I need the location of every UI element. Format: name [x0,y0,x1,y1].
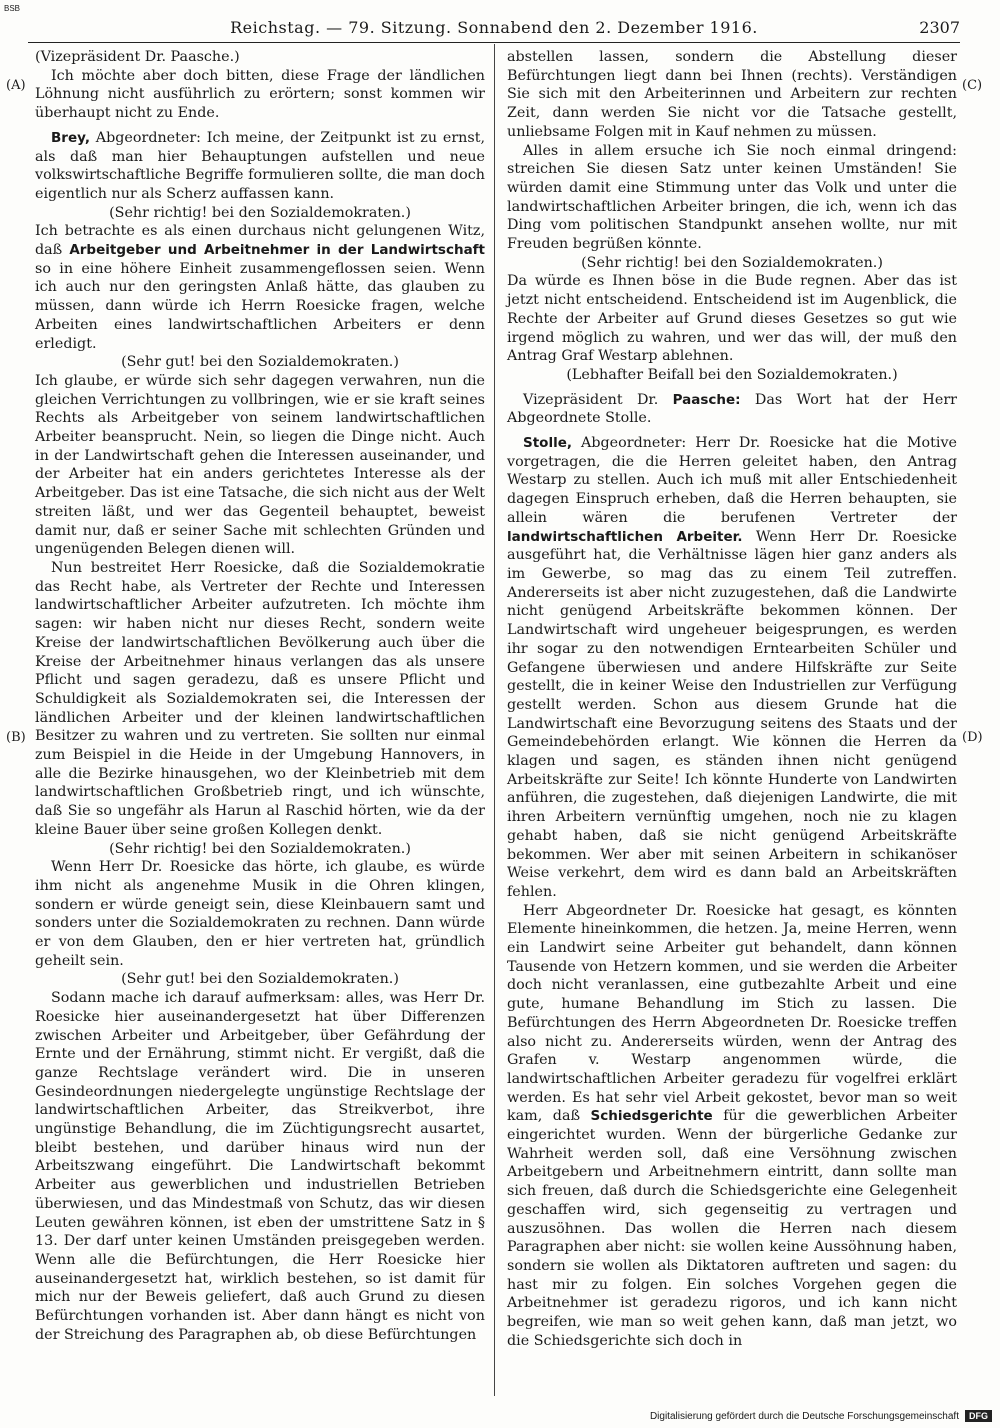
paragraph: Wenn Herr Dr. Roesicke das hörte, ich glaube, es würde ihm nicht als angenehme Musik in die Ohren klingen, sondern er würde geneigt sein, diese Kleinbauern samt und sonders unter die Sozialdemokraten zu rechnen. Dann würde er von dem Glauben, den er hier vertreten hat, gründlich geheilt sein. [35,859,485,969]
dfg-logo: DFG [965,1410,992,1422]
page-number: 2307 [919,18,960,37]
library-mark: BSB [4,4,21,13]
footer-text: Digitalisierung gefördert durch die Deutsche Forschungsgemeinschaft [649,1410,959,1422]
page-header [28,16,960,43]
interjection: (Sehr gut! bei den Sozialdemokraten.) [121,354,399,371]
footer [650,1410,992,1422]
presiding-remark: Vizepräsident Dr. Paasche: Das Wort hat der Herr Abgeordnete Stolle. [507,391,957,427]
emphasis: Schiedsgerichte [590,1108,713,1125]
margin-mark-c: (C) [962,78,983,93]
paragraph: Da würde es Ihnen böse in die Bude regnen. Aber das ist jetzt nicht entscheidend. Entscheidend ist im Augenblick, die Rechte der Arbeiter auf Grund dieses Gesetzes so gut wie irgend möglich zu wahren, und wer das will, der muß den Antrag Graf Westarp ablehnen. [507,273,957,365]
column-divider [494,44,495,1396]
header-title: Reichstag. — 79. Sitzung. Sonnabend den 2. Dezember 1916. [230,18,758,37]
margin-mark-a: (A) [6,78,26,93]
paragraph: Nun bestreitet Herr Roesicke, daß die Sozialdemokratie das Recht habe, als Vertreter der Rechte und Interessen landwirtschaftlicher Arbeiter aufzutreten. Ich möchte ihm sagen: wir haben nicht nur dieses Recht, sondern weite Kreise der landwirtschaftlichen Bevölkerung auch über die Kreise der Arbeitnehmer hinaus verlangen das als unsere Pflicht und sagen geradezu, daß es unsere Pflicht und Schuldigkeit als Sozialdemokraten sei, die Interessen der ländlichen Arbeiter und der kleinen landwirtschaftlichen Besitzer zu wahren und zu vertreten. Sie sollten nur einmal zum Beispiel in die Heide in der Umgebung Hannovers, in alle die Bezirke hinausgehen, wo der Kleinbetrieb mit dem landwirtschaftlichen Großbetrieb ringt, und ich wünschte, daß Sie so ungefähr als Harun al Raschid hörten, wie da der kleine Bauer über seine großen Kollegen denkt. [35,559,485,838]
paragraph: Sodann mache ich darauf aufmerksam: alles, was Herr Dr. Roesicke hier auseinandergesetzt hat über Differenzen zwischen Arbeiter und Arbeitgeber, über Gefährdung der Ernte und der Ernährung, stimmt nicht. Er vergißt, daß die ganze Rechtslage verändert wird. Die in unseren Gesindeordnungen niedergelegte ungünstige Rechtslage der landwirtschaftlichen Arbeiter, das Streikverbot, ihre ungünstige Behandlung, die im Züchtigungsrecht ausartet, bleibt bestehen, und darüber hinaus wird nun der Arbeitszwang eingeführt. Die Landwirtschaft bekommt Arbeiter aus gewerblichen und industriellen Betrieben überwiesen, und das Mindestmaß von Schutz, das wir diesen Leuten gewähren können, ist eben der umstrittene Satz in § 13. Der darf unter keinen Umständen preisgegeben werden. Wenn alle die Befürchtungen, die Herr Roesicke hier auseinandergesetzt hat, wirklich bestehen, so ist damit für mich nur der Beweis geliefert, daß auch Grund zu diesen Befürchtungen vorhanden ist. Aber dann hängt es nicht von der Streichung des Paragraphen ab, ob diese Befürchtungen [35,990,485,1343]
speaker-name: Brey, [51,129,90,146]
paragraph: Ich betrachte es als einen durchaus nicht gelungenen Witz, daß Arbeitgeber und Arbeitnehmer in der Landwirtschaft so in eine höhere Einheit zusammengeflossen seien. Wenn ich auch nur den geringsten Anlaß hätte, das glauben zu müssen, dann würde ich Herrn Roesicke fragen, welche Arbeiten eines landwirtschaftlichen Arbeiters er denn erledigt. [35,223,485,352]
paragraph: Alles in allem ersuche ich Sie noch einmal dringend: streichen Sie diesen Satz unter keinen Umständen! Sie würden damit eine Stimmung unter das Volk und unter die landwirtschaftlichen Arbeiter bringen, die ich, wenn ich das Ding vom politischen Standpunkt ansehen wollte, nur mit Freuden begrüßen könnte. [507,142,957,253]
speech-stolle: Stolle, Abgeordneter: Herr Dr. Roesicke hat die Motive vorgetragen, die die Herren geleitet haben, den Antrag Westarp zu stellen. Auch ich muß mit aller Entschiedenheit dagegen Einspruch erheben, daß die Herren behaupten, sie allein wären die berufenen Vertreter der landwirtschaftlichen Arbeiter. Wenn Herr Dr. Roesicke ausgeführt hat, die Verhältnisse lägen hier ganz anders als im Gewerbe, so mag das zu einem Teil zutreffen. Andererseits ist aber nicht zuzugestehen, daß die Landwirte nicht genügend Arbeitskräfte bekommen können. Der Landwirtschaft wird ungeheuer beigesprungen, es werden ihr sogar zu den notwendigen Erntearbeiten Schüler und Gefangene überwiesen und andere Hilfskräfte zur Seite gestellt, die in keiner Weise den Industriellen zur Verfügung gestellt werden. Schon aus diesem Grunde hat die Landwirtschaft eine Bevorzugung seitens des Staats und der Gemeindebehörden erlangt. Wie können die Herren da klagen und sagen, es ständen ihnen nicht genügend Arbeitskräfte zur Seite! Ich könnte Hunderte von Landwirten anführen, die zugestehen, daß diejenigen Landwirte, die mit ihren Arbeitern vernünftig umgehen, noch nie zu klagen gehabt haben, daß sie nicht genügend Arbeitskräfte bekommen. Wer aber mit seinen Arbeitern in schikanöser Weise verkehrt, dem wird es dann bald an Arbeitskräften fehlen. [507,435,957,900]
margin-mark-b: (B) [6,730,26,745]
right-column [507,48,957,1351]
presiding-note: (Vizepräsident Dr. Paasche.) [35,49,240,65]
paragraph: Ich möchte aber doch bitten, diese Frage der ländlichen Löhnung nicht ausführlich zu erörtern; sonst kommen wir überhaupt nicht zu Ende. [35,67,485,122]
interjection: (Sehr gut! bei den Sozialdemokraten.) [121,971,399,988]
emphasis: Arbeitgeber und Arbeitnehmer in der Landwirtschaft [69,242,485,259]
speaker-name: Stolle, [523,435,572,452]
left-column [35,48,485,1345]
speaker-name: Paasche: [672,391,741,408]
paragraph: Ich glaube, er würde sich sehr dagegen verwahren, nun die gleichen Verrichtungen zu vollbringen, wie er sie kraft seines Rechts als Arbeitgeber von seinem landwirtschaftlichen Arbeiter beansprucht. Nein, so liegen die Dinge nicht. Auch in der Landwirtschaft gehen die Interessen auseinander, und der Arbeiter hat ein anders gerichtetes Interesse als der Arbeitgeber. Das ist eine Tatsache, die sich nicht aus der Welt streiten läßt, und wer das Gegenteil behauptet, beweist damit nur, daß er seiner Sache mit schlechten Gründen und ungenügenden Belegen dienen will. [35,372,485,558]
interjection: (Lebhafter Beifall bei den Sozialdemokraten.) [566,366,898,383]
paragraph: Herr Abgeordneter Dr. Roesicke hat gesagt, es könnten Elemente hineinkommen, die hetzen. Ja, meine Herren, wenn ein Landwirt seine Arbeiter gut behandelt, dann können Tausende von Hetzern kommen, und sie werden die Arbeiter doch nicht veranlassen, eine gutbezahlte Arbeit und eine gute, humane Behandlung im Stich zu lassen. Die Befürchtungen des Herrn Abgeordneten Dr. Roesicke treffen also nicht zu. Andererseits würden, wenn der Antrag des Grafen v. Westarp angenommen würde, die landwirtschaftlichen Arbeiter geradezu für vogelfrei erklärt werden. Es hat sehr viel Arbeit gekostet, bevor man so weit kam, daß Schiedsgerichte für die gewerblichen Arbeiter eingerichtet wurden. Wenn der bürgerliche Gedanke zur Wahrheit werden soll, daß eine Versöhnung zwischen Arbeitgebern und Arbeitnehmern eintritt, dann sollte man sich freuen, daß durch die Schiedsgerichte eine Gelegenheit geschaffen wird, sich gegenseitig zu vertragen und auszusöhnen. Das wollen die Herren nach diesem Paragraphen aber nicht: sie wollen keine Aussöhnung haben, sondern sie wollen als Diktatoren auftreten und sagen: du hast mir zu folgen. Ein solches Vorgehen gegen die Arbeitnehmer ist geradezu rigoros, und ich kann nicht begreifen, wie man so weit gehen kann, daß man jetzt, wo die Schiedsgerichte sich doch in [507,902,957,1349]
speech-brey: Brey, Abgeordneter: Ich meine, der Zeitpunkt ist zu ernst, als daß man hier Behauptungen aufstellen und neue volkswirtschaftliche Begriffe formulieren sollte, die man doch eigentlich nur als Scherz auffassen kann. [35,129,485,202]
interjection: (Sehr richtig! bei den Sozialdemokraten.) [109,840,411,857]
paragraph: abstellen lassen, sondern die Abstellung dieser Befürchtungen liegt dann bei Ihnen (rechts). Verständigen Sie sich mit den Arbeiterinnen und Arbeitern zur rechten Zeit, dann werden Sie nicht vor die Tatsache gestellt, unliebsame Folgen mit in Kauf nehmen zu müssen. [507,49,957,140]
emphasis: landwirtschaftlichen Arbeiter. [507,528,743,545]
interjection: (Sehr richtig! bei den Sozialdemokraten.) [109,204,411,221]
interjection: (Sehr richtig! bei den Sozialdemokraten.) [581,254,883,271]
margin-mark-d: (D) [962,730,983,745]
